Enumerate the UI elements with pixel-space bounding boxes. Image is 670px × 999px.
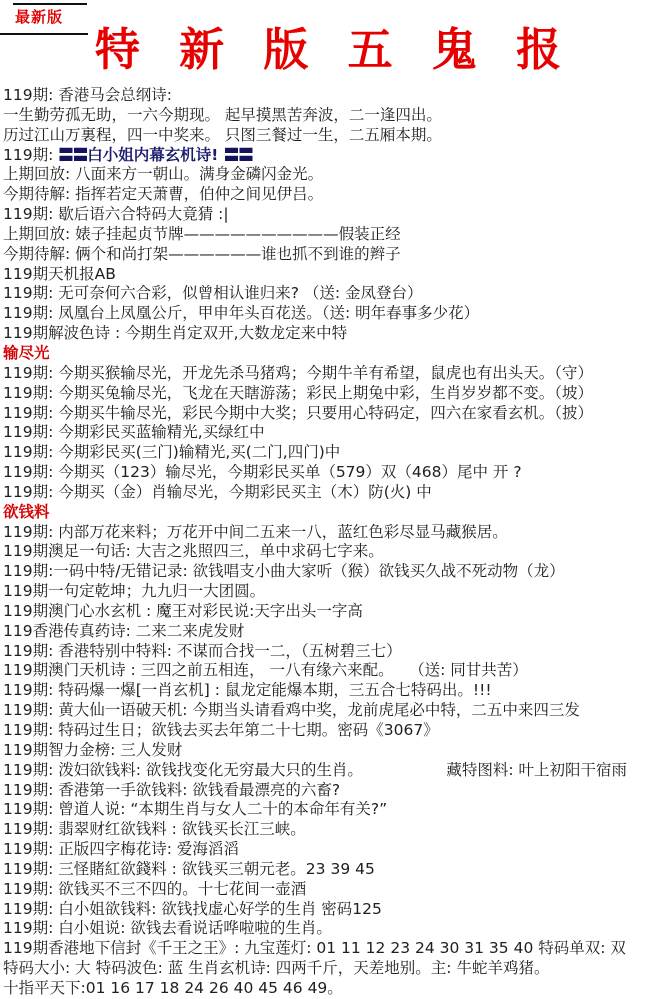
text-line: 119期香港地下信封《千王之王》: 九宝莲灯: 01 11 12 23 24 30 31 35 40 特码单双: 双	[3, 939, 626, 958]
text-line: 119期天机报AB	[3, 264, 116, 283]
text-line: 十指平天下:01 16 17 18 24 26 40 45 46 49。	[3, 978, 343, 997]
text-line: 119期: 香港特别中特料: 不谋而合找一二，（五树碧三七）	[3, 641, 402, 660]
text-line: 119期: 今期买牛输尽光，彩民今期中大奖；只要用心特码定，四六在家看玄机。（披）	[3, 403, 593, 422]
text-line: 119香港传真药诗: 二来二来虎发财	[3, 621, 245, 640]
text-line: 119期: 白小姐说: 欲钱去看说话哗啦啦的生肖。	[3, 919, 332, 938]
text-line: 119期: 凤凰台上凤凰公斤，甲申年头百花送。（送: 明年春事多少花）	[3, 304, 480, 323]
text-line: 119期: 今期买兔输尽光，飞龙在天瞎游荡；彩民上期兔中彩，生肖岁岁都不变。（坡）	[3, 383, 593, 402]
text-line: 119期澳足一句话: 大吉之兆照四三，单中求码七字来。	[3, 542, 384, 561]
accent-segment: 白小姐内幕玄机诗!	[87, 145, 224, 164]
badge-top-rule	[13, 3, 87, 5]
text-line: 119期: 今期买（金）肖输尽光，今期彩民买主（木）防(火) 中	[3, 482, 432, 501]
text-line: 119期: 黄大仙一语破天机: 今期当头请看鸡中奖，龙前虎尾必中特，二五中来四三发	[3, 701, 580, 720]
text-line: 119期: 翡翠财红欲钱料 : 欲钱买长江三峡。	[3, 820, 306, 839]
text-line: 119期: 内部万花来料；万花开中间二五来一八，蓝红色彩尽显马藏猴居。	[3, 522, 508, 541]
right-note: 藏特图料: 叶上初阳干宿雨	[446, 760, 627, 779]
text-segment: 119期: 泼妇欲钱料: 欲钱找变化无穷最大只的生肖。	[3, 760, 363, 779]
text-line: 一生勤劳孤无助，一六今期现。 起早摸黑苦奔波，二一逢四出。	[3, 105, 442, 124]
masthead	[0, 0, 670, 86]
content-lines	[0, 86, 670, 999]
text-line: 119期: 歇后语六合特码大竟猜 :|	[3, 205, 229, 224]
text-line: 119期解波色诗 : 今期生肖定双开,大数龙定来中特	[3, 324, 348, 343]
text-line: 119期: 欲钱买不三不四的。十七花间一壶酒	[3, 879, 307, 898]
text-line: 119期澳门天机诗 : 三四之前五相连， 一八有缘六来配。 （送: 同甘共苦）	[3, 661, 528, 680]
text-line	[3, 146, 670, 166]
text-line: 119期澳门心水玄机 : 魔王对彩民说:天字出头一字高	[3, 601, 363, 620]
text-line: 119期: 香港马会总纲诗:	[3, 86, 172, 104]
text-line: 119期: 正版四字梅花诗: 爱海滔滔	[3, 840, 239, 859]
text-line: 119期: 曾道人说: “本期生肖与女人二十的本命年有关?”	[3, 800, 388, 819]
text-line: 119期: 特码爆一爆[一肖玄机] : 鼠龙定能爆本期，三五合七特码出。!!!	[3, 681, 492, 700]
text-line: 119期一句定乾坤；九九归一大团圆。	[3, 582, 266, 601]
text-line: 119期: 香港第一手欲钱料: 欲钱看最漂亮的六畜?	[3, 780, 341, 799]
accent-segment: 〓〓	[223, 145, 253, 164]
latest-edition-badge: 最新版	[15, 8, 64, 26]
text-line: 119期: 无可奈何六合彩，似曾相认谁归来? （送: 金凤登台）	[3, 284, 423, 303]
text-line: 119期: 三怪賭紅欲錢料 : 欲钱买三朝元老。23 39 45	[3, 859, 375, 878]
text-line: 119期: 今期彩民买(三门)输精光,买(二门,四门)中	[3, 443, 341, 462]
section-header: 欲钱料	[3, 502, 50, 521]
text-line	[3, 761, 670, 781]
text-segment: 119期:	[3, 145, 59, 164]
section-header: 输尽光	[3, 343, 50, 362]
accent-segment: 〓〓	[58, 145, 88, 164]
text-line: 119期: 今期买猴输尽光，开龙先杀马猪鸡；今期牛羊有希望，鼠虎也有出头天。（守）	[3, 363, 593, 382]
text-line: 119期智力金榜: 三人发财	[3, 740, 183, 759]
text-line: 今期待解: 俩个和尚打架——————谁也抓不到谁的辫子	[3, 244, 401, 263]
text-line: 历过江山万裏程，四一中奖来。 只图三餐过一生，二五厢本期。	[3, 125, 442, 144]
text-line: 119期:一码中特/无错记录: 欲钱唱支小曲大家听（猴）欲钱买久战不死动物（龙）	[3, 562, 565, 581]
text-line: 上期回放: 八面来方一朝山。满身金磷闪金光。	[3, 165, 324, 184]
text-line: 特码大小: 大 特码波色: 蓝 生肖玄机诗: 四两千斤，天差地别。主: 牛蛇羊鸡猪。	[3, 959, 550, 978]
text-line: 119期: 今期买（123）输尽光，今期彩民买单（579）双（468）尾中 开 ?	[3, 463, 522, 482]
text-line: 119期: 特码过生日；欲钱去买去年第二十七期。密码《3067》	[3, 721, 439, 739]
text-line: 上期回放: 婊子挂起贞节牌——————————假装正经	[3, 224, 401, 243]
text-line: 119期: 白小姐欲钱料: 欲钱找虚心好学的生肖 密码125	[3, 899, 382, 918]
page-title: 特 新 版 五 鬼 报	[94, 25, 576, 75]
text-line: 今期待解: 指挥若定天萧曹，伯仲之间见伊吕。	[3, 185, 324, 204]
text-line: 119期: 今期彩民买蓝输精光,买绿红中	[3, 423, 265, 442]
